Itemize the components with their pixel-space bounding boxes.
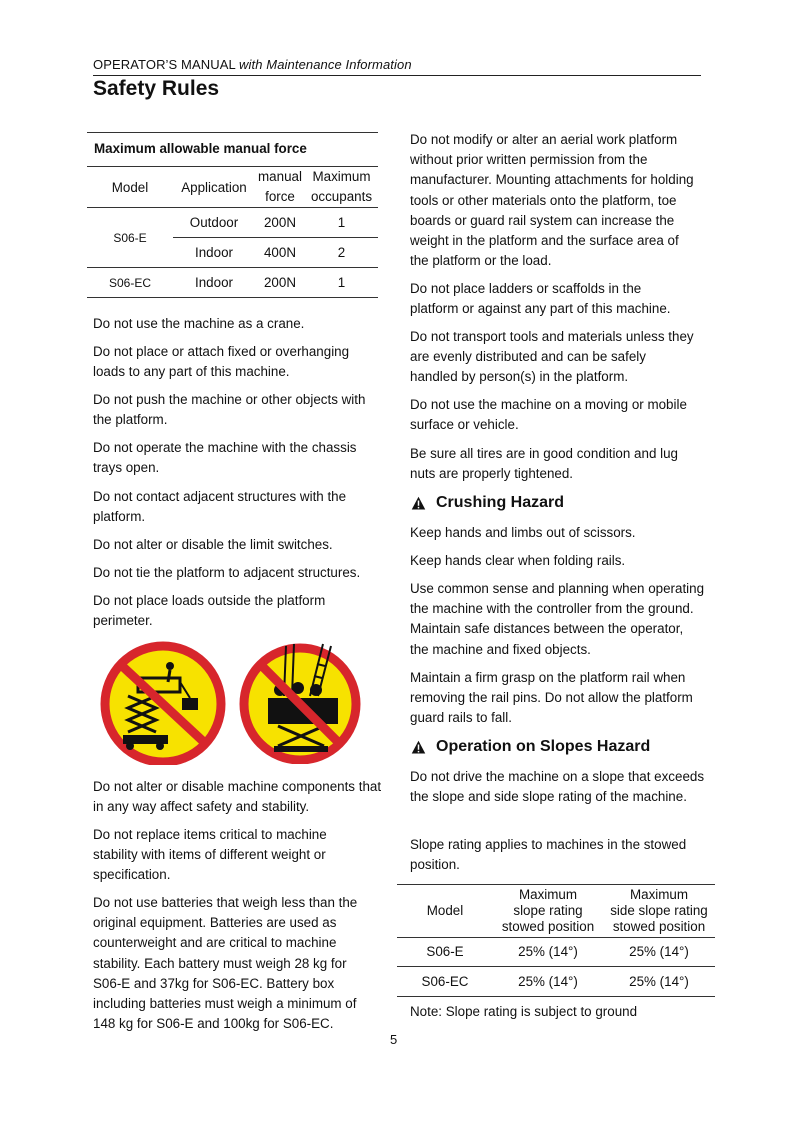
rule-paragraph: Do not place loads outside the platform perimeter. <box>93 593 326 629</box>
rule-paragraph: Keep hands and limbs out of scissors. <box>410 525 636 540</box>
table-row <box>397 938 715 967</box>
cell-slope: 25% (14°) <box>518 944 578 959</box>
no-ladders-in-platform-pictogram <box>238 636 363 764</box>
manual-subtitle: with Maintenance Information <box>239 57 412 72</box>
rule-paragraph: Do not replace items critical to machine stability with items of different weight or specification. <box>93 827 327 883</box>
crushing-hazard-heading <box>411 494 564 512</box>
slope-note: Note: Slope rating is subject to ground <box>410 1004 638 1019</box>
cell-slope: 25% (14°) <box>518 973 578 989</box>
rule-paragraph: Do not transport tools and materials unless they are evenly distributed and can be safely handled by person(s) in the platform. <box>410 329 694 385</box>
slopes-hazard-heading <box>411 738 650 756</box>
table-row <box>397 967 715 997</box>
page-number: 5 <box>390 1032 398 1047</box>
manual-force-table <box>87 132 378 298</box>
col-header-force: manual force <box>258 169 302 204</box>
rule-paragraph: Do not contact adjacent structures with the platform. <box>93 489 347 525</box>
col-header-model: Model <box>426 903 464 918</box>
slope-rating-table <box>397 884 715 997</box>
cell-occupants: 2 <box>337 245 346 260</box>
rule-paragraph: Keep hands clear when folding rails. <box>410 553 626 568</box>
header-divider <box>93 75 701 76</box>
warning-triangle-icon <box>411 496 426 511</box>
cell-occupants: 1 <box>305 208 378 238</box>
manual-name: OPERATOR’S MANUAL <box>93 57 236 72</box>
cell-model: S06-EC <box>108 275 152 290</box>
col-header-side-slope: Maximum side slope rating stowed position <box>610 887 708 934</box>
rule-paragraph: Slope rating applies to machines in the stowed position. <box>410 837 687 873</box>
cell-occupants: 1 <box>337 275 346 290</box>
cell-model: S06-EC <box>421 973 469 989</box>
cell-application: Indoor <box>195 245 233 260</box>
rule-paragraph: Do not modify or alter an aerial work platform without prior written permission from the manufacturer. Mounting attachments for holding tools or other materials onto the platform, toe boards or guard rail system can increase the weight in the platform and the surface area of the platform or the load. <box>410 132 694 269</box>
rule-paragraph: Maintain a firm grasp on the platform rail when removing the rail pins. Do not allow the platform guard rails to fall. <box>410 670 693 726</box>
no-loads-outside-platform-pictogram <box>98 640 228 765</box>
page-title: Safety Rules <box>93 77 220 100</box>
warning-triangle-icon <box>411 740 426 755</box>
slopes-hazard-title: Operation on Slopes Hazard <box>436 738 651 755</box>
cell-side-slope: 25% (14°) <box>629 944 689 959</box>
col-header-application: Application <box>181 179 247 195</box>
rule-paragraph: Do not use the machine on a moving or mobile surface or vehicle. <box>410 397 687 433</box>
cell-force: 200N <box>255 208 305 238</box>
rule-paragraph: Do not use the machine as a crane. <box>93 316 305 331</box>
rule-paragraph: Do not alter or disable the limit switches. <box>93 537 333 552</box>
cell-side-slope: 25% (14°) <box>629 973 689 989</box>
force-table-caption: Maximum allowable manual force <box>94 141 307 156</box>
rule-paragraph: Use common sense and planning when operating the machine with the controller from the ground. Maintain safe distances between the operator, the machine and fixed objects. <box>410 581 705 657</box>
col-header-occupants: Maximum occupants <box>310 169 373 204</box>
rule-paragraph: Do not place or attach fixed or overhanging loads to any part of this machine. <box>93 344 350 380</box>
rule-paragraph: Do not place ladders or scaffolds in the platform or against any part of this machine. <box>410 281 671 317</box>
cell-force: 200N <box>263 275 296 290</box>
cell-model: S06-E <box>426 944 464 959</box>
cell-application: Outdoor <box>173 208 255 238</box>
table-row <box>87 268 378 298</box>
rule-paragraph: Be sure all tires are in good condition and lug nuts are properly tightened. <box>410 446 678 482</box>
col-header-model: Model <box>111 179 149 195</box>
rule-paragraph: Do not tie the platform to adjacent structures. <box>93 565 361 580</box>
rule-paragraph: Do not push the machine or other objects with the platform. <box>93 392 366 428</box>
table-row <box>87 208 378 238</box>
rule-paragraph: Do not alter or disable machine components that in any way affect safety and stability. <box>93 779 382 815</box>
col-header-slope: Maximum slope rating stowed position <box>501 887 595 934</box>
running-header <box>93 57 412 72</box>
crushing-hazard-title: Crushing Hazard <box>436 494 565 511</box>
rule-paragraph: Do not drive the machine on a slope that exceeds the slope and side slope rating of the machine. <box>410 769 705 805</box>
cell-model: S06-E <box>87 208 173 268</box>
rule-paragraph: Do not use batteries that weigh less than the original equipment. Batteries are used as counterweight and are critical to machine stability. Each battery must weigh 28 kg for S06-E and 37kg for S06-EC. Battery box including batteries must weigh a minimum of 148 kg for S06-E and 100kg for S06-EC. <box>93 895 358 1032</box>
rule-paragraph: Do not operate the machine with the chassis trays open. <box>93 440 357 476</box>
cell-application: Indoor <box>195 275 233 290</box>
cell-force: 400N <box>263 245 296 260</box>
